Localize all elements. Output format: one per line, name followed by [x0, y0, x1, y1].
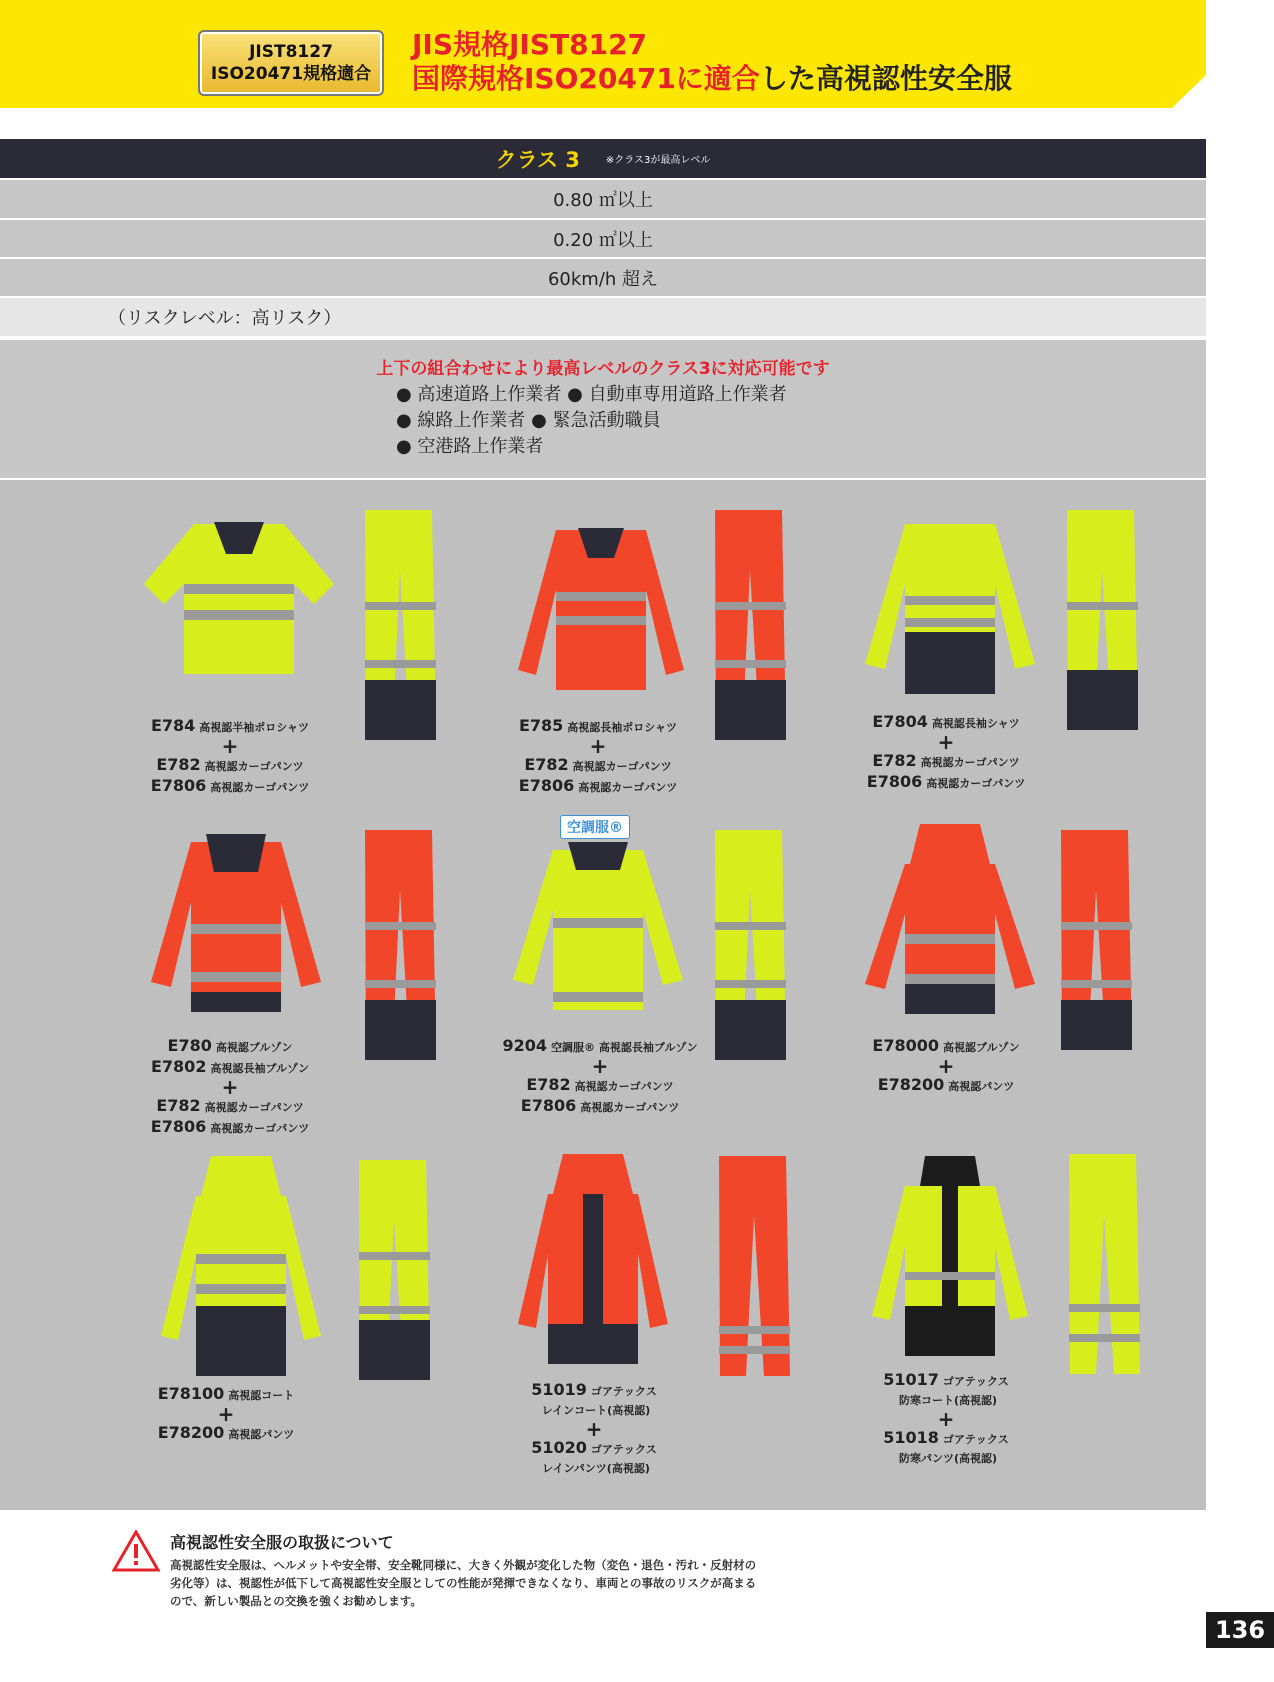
code-51020: 51020 [531, 1438, 587, 1457]
code-51017: 51017 [883, 1370, 939, 1389]
cargo-pants-yellow-image-3 [710, 830, 790, 1070]
cargo-pants-yellow-image [360, 510, 440, 750]
plus-sign: + [217, 1402, 235, 1426]
name-51020-sub: レインパンツ(高視認) [542, 1462, 650, 1475]
pants-yellow-image [354, 1160, 434, 1390]
name-e780: 高視認ブルゾン [215, 1041, 293, 1054]
plus-sign: + [937, 1407, 955, 1431]
raincoat-orange-image [518, 1154, 668, 1374]
name-e7802: 高視認長袖ブルゾン [210, 1062, 310, 1075]
code-e78000: E78000 [872, 1036, 940, 1055]
code-e7806: E7806 [520, 1096, 577, 1115]
title-line-2-black: した高視認性安全服 [759, 62, 1012, 95]
code-e7806: E7806 [866, 772, 923, 791]
page-title [412, 28, 1012, 96]
product-label-3 [846, 712, 1046, 793]
title-line-2-red: 国際規格ISO20471に適合 [412, 62, 760, 95]
code-e7806: E7806 [150, 1117, 207, 1136]
name-e78100: 高視認コート [228, 1389, 295, 1402]
plus-sign: + [589, 734, 607, 758]
code-e780: E780 [167, 1036, 212, 1055]
standard-badge [198, 30, 384, 96]
product-label-1 [130, 716, 330, 797]
worker-line-2: ● 線路上作業者 ● 緊急活動職員 [396, 410, 661, 431]
plus-sign: + [937, 1054, 955, 1078]
code-e7804: E7804 [872, 712, 928, 731]
name-e7806: 高視認カーゴパンツ [210, 1122, 310, 1135]
code-51019: 51019 [531, 1380, 587, 1399]
plus-sign: + [585, 1417, 603, 1441]
rain-pants-orange-image [714, 1156, 794, 1386]
product-label-6 [846, 1036, 1046, 1096]
name-e782: 高視認カーゴパンツ [920, 756, 1020, 769]
code-e7802: E7802 [150, 1057, 207, 1076]
name-e782: 高視認カーゴパンツ [572, 760, 672, 773]
warning-icon [112, 1530, 160, 1572]
name-9204: 空調服® 高視認長袖ブルゾン [551, 1041, 698, 1054]
class-header-row [0, 139, 1206, 178]
product-label-7 [126, 1384, 326, 1444]
code-e782: E782 [526, 1075, 571, 1094]
pants-orange-image [1056, 830, 1136, 1060]
spec-row-1 [0, 180, 1206, 220]
cargo-pants-orange-image [710, 510, 790, 750]
name-51020: ゴアテックス [590, 1443, 657, 1456]
worker-line-3: ● 空港路上作業者 [396, 436, 544, 457]
name-e7806: 高視認カーゴパンツ [926, 777, 1026, 790]
code-e784: E784 [150, 716, 196, 735]
winter-pants-yellow-image [1064, 1154, 1144, 1384]
plus-sign: + [937, 730, 955, 754]
combination-info [0, 340, 1206, 478]
name-51019-sub: レインコート(高視認) [541, 1404, 651, 1417]
name-51017: ゴアテックス [942, 1375, 1009, 1388]
product-label-2 [498, 716, 698, 797]
name-e7806: 高視認カーゴパンツ [210, 781, 310, 794]
class-note: ※クラス3が最高レベル [605, 155, 711, 166]
product-gallery [0, 480, 1206, 1510]
product-label-5 [490, 1036, 710, 1117]
code-e78200: E78200 [877, 1075, 945, 1094]
plus-sign: + [591, 1054, 609, 1078]
code-e782: E782 [156, 755, 201, 774]
worker-line-1: ● 高速道路上作業者 ● 自動車専用道路上作業者 [396, 384, 787, 405]
name-e78000: 高視認ブルゾン [943, 1041, 1020, 1054]
page-number: 136 [1206, 1612, 1274, 1648]
name-e7806: 高視認カーゴパンツ [580, 1101, 680, 1114]
name-e7804: 高視認長袖シャツ [931, 717, 1020, 730]
code-e785: E785 [518, 716, 564, 735]
product-label-4 [130, 1036, 330, 1138]
warning-text: 高視認性安全服は、ヘルメットや安全帯、安全靴同様に、大きく外観が変化した物（変色・退色・汚れ・反射材の劣化等）は、視認性が低下して高視認性安全服としての性能が発揮できなくなり、車両との事故のリスクが高まるので、新しい製品との交換を強くお勧めします。 [170, 1558, 757, 1608]
plus-sign: + [221, 1075, 239, 1099]
name-51019: ゴアテックス [590, 1385, 657, 1398]
product-label-9 [846, 1370, 1046, 1468]
name-51018: ゴアテックス [942, 1433, 1009, 1446]
name-51017-sub: 防寒コート(高視認) [898, 1394, 998, 1407]
code-e7806: E7806 [518, 776, 575, 795]
name-e784: 高視認半袖ポロシャツ [199, 721, 310, 734]
badge-line-2: ISO20471規格適合 [210, 64, 372, 84]
combination-title: 上下の組合わせにより最高レベルのクラス3に対応可能です [376, 359, 830, 379]
risk-level: （リスクレベル：高リスク） [108, 308, 342, 329]
badge-line-1: JIST8127 [249, 42, 333, 62]
name-e782: 高視認カーゴパンツ [204, 760, 304, 773]
winter-coat-yellow-image [870, 1156, 1030, 1366]
code-e78200: E78200 [157, 1423, 225, 1442]
name-e78200: 高視認パンツ [948, 1080, 1015, 1093]
polo-long-orange-image [516, 520, 686, 700]
spec-value-1: 0.80 ㎡以上 [553, 190, 653, 211]
code-e78100: E78100 [157, 1384, 225, 1403]
aircon-blouson-yellow-image [508, 840, 688, 1020]
aircon-badge: 空調服® [560, 815, 630, 839]
class-label: クラス 3 [495, 147, 580, 172]
risk-row [0, 298, 1206, 336]
name-e78200: 高視認パンツ [228, 1428, 295, 1441]
blouson-red-image [146, 832, 326, 1022]
code-51018: 51018 [883, 1428, 939, 1447]
code-e782: E782 [156, 1096, 201, 1115]
title-line-1: JIS規格JIST8127 [412, 28, 648, 61]
long-shirt-yellow-image [860, 514, 1040, 704]
hooded-blouson-orange-image [860, 824, 1040, 1024]
polo-shirt-yellow-image [134, 514, 344, 684]
name-e7806: 高視認カーゴパンツ [578, 781, 678, 794]
worker-list [396, 382, 787, 460]
code-e782: E782 [872, 751, 917, 770]
spec-value-3: 60km/h 超え [547, 268, 659, 290]
plus-sign: + [221, 734, 239, 758]
name-51018-sub: 防寒パンツ(高視認) [898, 1452, 998, 1465]
header-banner [0, 0, 1274, 108]
code-e7806: E7806 [150, 776, 207, 795]
cargo-pants-yellow-image-2 [1062, 510, 1142, 750]
spec-value-2: 0.20 ㎡以上 [553, 229, 653, 251]
spec-row-3 [0, 259, 1206, 298]
cargo-pants-red-image [360, 830, 440, 1070]
warning-title: 高視認性安全服の取扱について [170, 1533, 394, 1552]
name-e782: 高視認カーゴパンツ [574, 1080, 674, 1093]
name-e782: 高視認カーゴパンツ [204, 1101, 304, 1114]
name-e785: 高視認長袖ポロシャツ [567, 721, 678, 734]
product-label-8 [494, 1380, 694, 1478]
spec-row-2 [0, 220, 1206, 259]
coat-yellow-image [156, 1156, 326, 1386]
code-9204: 9204 [502, 1036, 548, 1055]
code-e782: E782 [524, 755, 569, 774]
